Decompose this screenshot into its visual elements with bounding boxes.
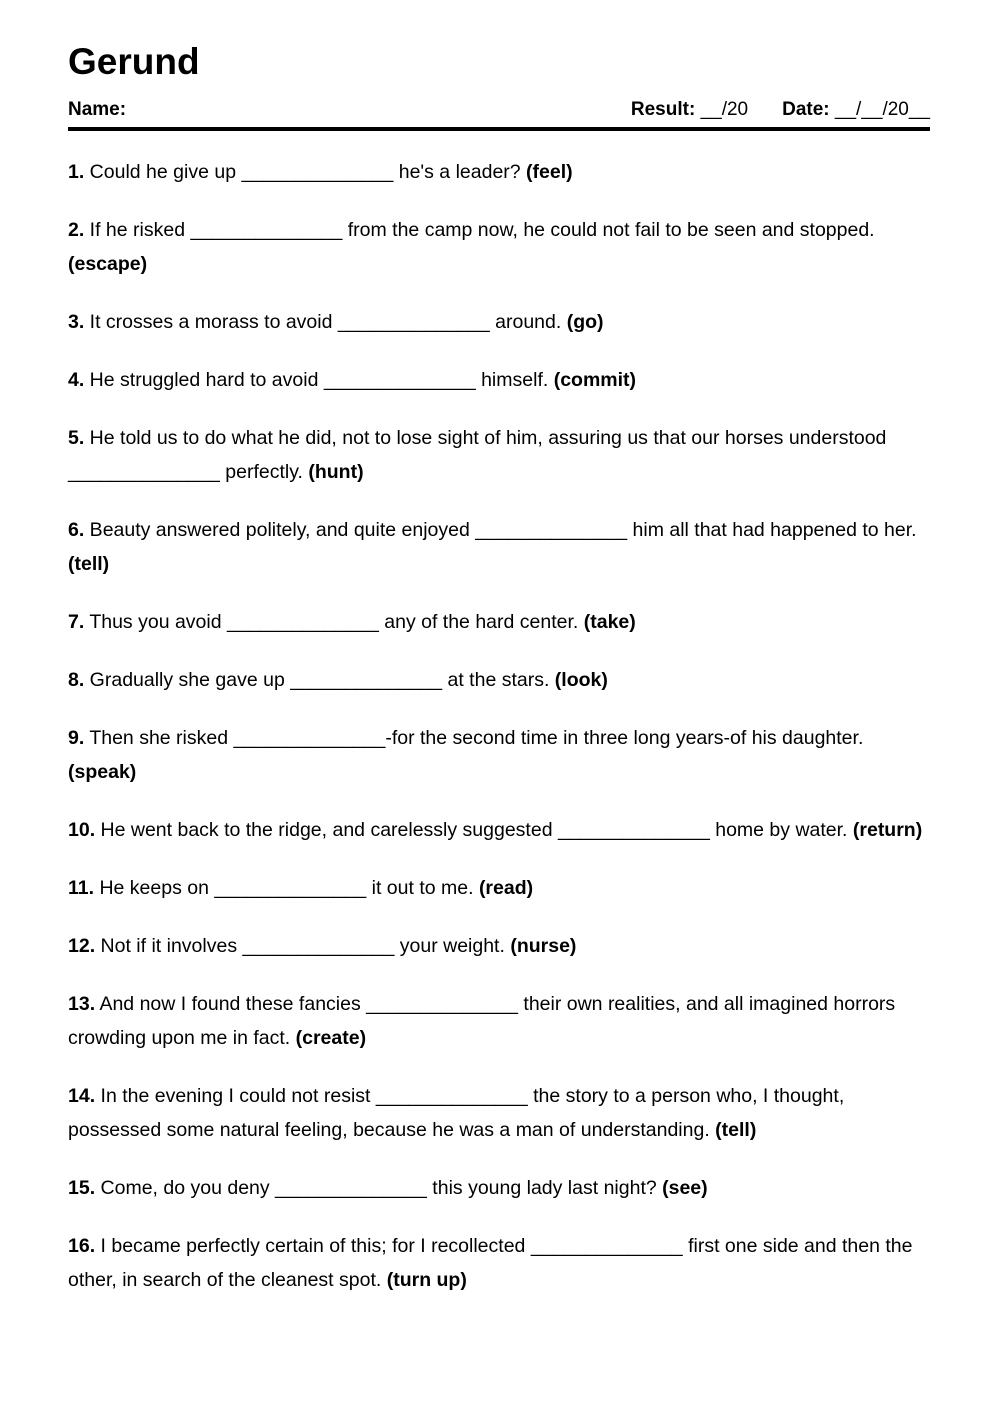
item-number: 6. — [68, 518, 85, 541]
item-verb-hint: (tell) — [715, 1118, 757, 1141]
item-text-after-blank: it out to me. — [366, 876, 479, 899]
exercise-item — [68, 1079, 930, 1147]
exercise-item — [68, 663, 930, 697]
item-number: 5. — [68, 426, 85, 449]
exercise-list — [68, 155, 930, 1297]
item-number: 10. — [68, 818, 96, 841]
date-field — [782, 99, 930, 121]
item-verb-hint: (hunt) — [308, 460, 364, 483]
fill-in-blank: ______________ — [475, 518, 628, 541]
item-verb-hint: (look) — [554, 668, 608, 691]
page-title: Gerund — [68, 41, 200, 82]
item-text-after-blank: himself. — [475, 368, 554, 391]
item-text-before-blank: Come, do you deny — [95, 1176, 276, 1199]
exercise-item — [68, 1171, 930, 1205]
fill-in-blank: ______________ — [530, 1234, 683, 1257]
item-verb-hint: (nurse) — [510, 934, 577, 957]
item-verb-hint: (escape) — [68, 252, 148, 275]
item-verb-hint: (create) — [295, 1026, 367, 1049]
item-number: 16. — [68, 1234, 96, 1257]
exercise-item — [68, 305, 930, 339]
item-verb-hint: (commit) — [553, 368, 637, 391]
item-text-before-blank: He told us to do what he did, not to lose sight of him, assuring us that our horses understood — [84, 426, 887, 449]
item-text-before-blank: He struggled hard to avoid — [84, 368, 324, 391]
item-verb-hint: (take) — [583, 610, 636, 633]
item-number: 7. — [68, 610, 85, 633]
item-text-before-blank: If he risked — [84, 218, 191, 241]
item-verb-hint: (return) — [852, 818, 923, 841]
exercise-item — [68, 1229, 930, 1297]
item-text-before-blank: Then she risked — [84, 726, 234, 749]
item-number: 15. — [68, 1176, 96, 1199]
fill-in-blank: ______________ — [242, 934, 395, 957]
fill-in-blank: ______________ — [323, 368, 476, 391]
exercise-item — [68, 213, 930, 281]
header-divider — [68, 127, 930, 131]
item-verb-hint: (go) — [566, 310, 604, 333]
item-number: 8. — [68, 668, 85, 691]
item-text-before-blank: And now I found these fancies — [95, 992, 367, 1015]
item-verb-hint: (tell) — [68, 552, 110, 575]
exercise-item — [68, 871, 930, 905]
date-label: Date: — [782, 98, 830, 120]
item-verb-hint: (turn up) — [386, 1268, 467, 1291]
fill-in-blank: ______________ — [375, 1084, 528, 1107]
item-number: 1. — [68, 160, 85, 183]
item-text-before-blank: Could he give up — [84, 160, 242, 183]
item-text-after-blank: he's a leader? — [393, 160, 527, 183]
worksheet-meta-row — [68, 99, 930, 121]
exercise-item — [68, 155, 930, 189]
result-blank: __/20 — [700, 98, 749, 120]
item-text-after-blank: around. — [489, 310, 567, 333]
item-number: 13. — [68, 992, 96, 1015]
item-text-after-blank: perfectly. — [219, 460, 309, 483]
fill-in-blank: ______________ — [214, 876, 367, 899]
name-label: Name: — [68, 98, 127, 120]
item-text-after-blank: home by water. — [709, 818, 853, 841]
item-verb-hint: (see) — [662, 1176, 708, 1199]
fill-in-blank: ______________ — [68, 460, 220, 483]
meta-right-group — [631, 99, 930, 121]
item-verb-hint: (speak) — [68, 760, 137, 783]
fill-in-blank: ______________ — [337, 310, 490, 333]
exercise-item — [68, 813, 930, 847]
item-verb-hint: (read) — [478, 876, 534, 899]
item-number: 9. — [68, 726, 85, 749]
item-number: 2. — [68, 218, 85, 241]
item-number: 4. — [68, 368, 85, 391]
item-text-before-blank: Thus you avoid — [84, 610, 227, 633]
fill-in-blank: ______________ — [227, 610, 379, 633]
item-text-before-blank: Gradually she gave up — [84, 668, 291, 691]
item-verb-hint: (feel) — [526, 160, 573, 183]
item-text-before-blank: Beauty answered politely, and quite enjoyed — [84, 518, 476, 541]
item-number: 14. — [68, 1084, 96, 1107]
item-text-after-blank: from the camp now, he could not fail to be seen and stopped. — [342, 218, 875, 241]
fill-in-blank: ______________ — [275, 1176, 427, 1199]
result-label: Result: — [630, 98, 696, 120]
item-text-before-blank: He went back to the ridge, and carelessly suggested — [95, 818, 558, 841]
exercise-item — [68, 605, 930, 639]
item-text-after-blank: first one side and then the other, in search of the cleanest spot. — [68, 1234, 913, 1291]
item-text-after-blank: at the stars. — [442, 668, 555, 691]
fill-in-blank: ______________ — [366, 992, 518, 1015]
item-text-after-blank: him all that had happened to her. — [627, 518, 917, 541]
date-blank: __/__/20__ — [834, 98, 930, 120]
fill-in-blank: ______________ — [241, 160, 394, 183]
item-text-after-blank: their own realities, and all imagined horrors crowding upon me in fact. — [68, 992, 896, 1049]
exercise-item — [68, 421, 930, 489]
exercise-item — [68, 363, 930, 397]
item-number: 11. — [68, 876, 95, 899]
item-text-after-blank: any of the hard center. — [378, 610, 584, 633]
item-number: 12. — [68, 934, 96, 957]
fill-in-blank: ______________ — [290, 668, 443, 691]
item-text-before-blank: It crosses a morass to avoid — [84, 310, 338, 333]
item-text-after-blank: -for the second time in three long years-of his daughter. — [385, 726, 864, 749]
exercise-item — [68, 513, 930, 581]
exercise-item — [68, 987, 930, 1055]
fill-in-blank: ______________ — [233, 726, 386, 749]
item-text-before-blank: Not if it involves — [95, 934, 243, 957]
item-text-before-blank: I became perfectly certain of this; for I recollected — [95, 1234, 531, 1257]
fill-in-blank: ______________ — [190, 218, 343, 241]
fill-in-blank: ______________ — [557, 818, 710, 841]
result-field — [631, 99, 748, 121]
item-text-after-blank: your weight. — [394, 934, 511, 957]
exercise-item — [68, 721, 930, 789]
item-text-before-blank: He keeps on — [94, 876, 215, 899]
item-text-before-blank: In the evening I could not resist — [95, 1084, 376, 1107]
item-number: 3. — [68, 310, 85, 333]
item-text-after-blank: this young lady last night? — [426, 1176, 663, 1199]
item-text-after-blank: the story to a person who, I thought, possessed some natural feeling, because he was a man of understanding. — [68, 1084, 845, 1141]
exercise-item — [68, 929, 930, 963]
